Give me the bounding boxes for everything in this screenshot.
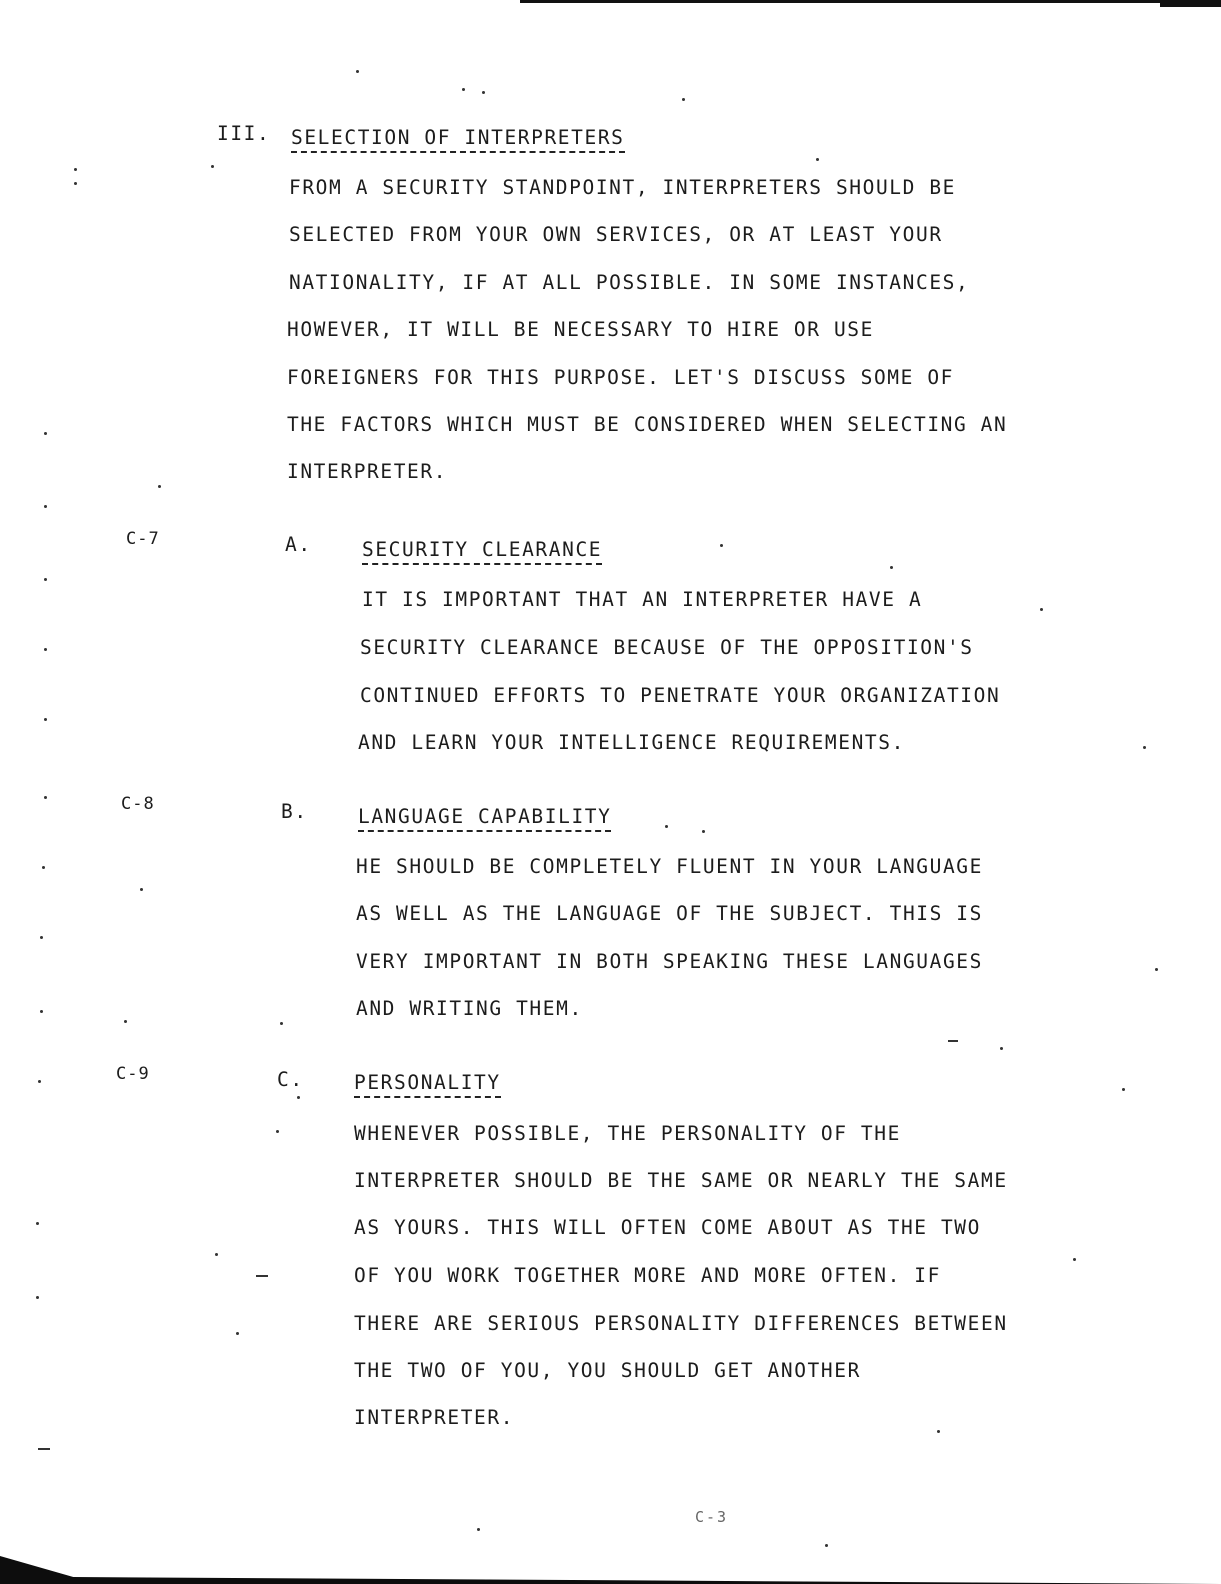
intro-line: INTERPRETER. — [287, 460, 448, 483]
body-line: THE TWO OF YOU, YOU SHOULD GET ANOTHER — [354, 1359, 861, 1382]
subsection-heading: SECURITY CLEARANCE — [362, 538, 602, 565]
scan-speck — [215, 1253, 218, 1256]
scan-speck — [276, 1130, 279, 1133]
scan-speck — [211, 165, 214, 168]
body-line: INTERPRETER. — [354, 1406, 515, 1429]
subsection-heading: LANGUAGE CAPABILITY — [358, 805, 611, 832]
margin-code: C-8 — [121, 794, 155, 814]
intro-line: NATIONALITY, IF AT ALL POSSIBLE. IN SOME INSTANCES, — [289, 271, 970, 294]
scan-speck — [44, 578, 47, 581]
scan-speck — [158, 485, 161, 488]
body-line: AND WRITING THEM. — [356, 997, 583, 1020]
body-line: VERY IMPORTANT IN BOTH SPEAKING THESE LANGUAGES — [356, 950, 983, 973]
section-number: III. — [217, 122, 271, 145]
scan-speck — [44, 718, 47, 721]
section-title: SELECTION OF INTERPRETERS — [291, 126, 625, 153]
intro-line: THE FACTORS WHICH MUST BE CONSIDERED WHEN SELECTING AN — [287, 413, 1008, 436]
body-line: AS WELL AS THE LANGUAGE OF THE SUBJECT. THIS IS — [356, 902, 983, 925]
scan-dash — [256, 1275, 268, 1277]
scan-speck — [1000, 1047, 1003, 1050]
scan-speck — [74, 168, 77, 171]
scan-speck — [36, 1296, 39, 1299]
margin-code: C-9 — [116, 1064, 150, 1084]
body-line: OF YOU WORK TOGETHER MORE AND MORE OFTEN. IF — [354, 1264, 941, 1287]
scan-speck — [40, 1010, 43, 1013]
scan-top-edge — [520, 0, 1221, 3]
scan-bottom-edge — [0, 1556, 1221, 1584]
scan-speck — [1143, 746, 1146, 749]
scan-speck — [140, 888, 143, 891]
scan-speck — [356, 70, 359, 73]
intro-line: HOWEVER, IT WILL BE NECESSARY TO HIRE OR USE — [287, 318, 874, 341]
scan-top-edge-mark — [1160, 0, 1221, 7]
body-line: HE SHOULD BE COMPLETELY FLUENT IN YOUR LANGUAGE — [356, 855, 983, 878]
scan-speck — [462, 88, 465, 91]
scan-speck — [38, 1080, 41, 1083]
scan-speck — [1122, 1088, 1125, 1091]
scan-dash — [948, 1040, 958, 1042]
scan-speck — [1073, 1258, 1076, 1261]
scan-speck — [1040, 608, 1043, 611]
subsection-letter: B. — [281, 800, 308, 823]
subsection-heading: PERSONALITY — [354, 1071, 501, 1098]
scan-speck — [477, 1528, 480, 1531]
margin-code: C-7 — [126, 529, 160, 549]
scan-speck — [702, 830, 705, 833]
body-line: THERE ARE SERIOUS PERSONALITY DIFFERENCES BETWEEN — [354, 1312, 1008, 1335]
scan-speck — [890, 566, 893, 569]
scan-speck — [682, 98, 685, 101]
scan-speck — [482, 91, 485, 94]
scan-speck — [825, 1544, 828, 1547]
scan-speck — [236, 1332, 239, 1335]
scan-speck — [280, 1022, 283, 1025]
body-line: SECURITY CLEARANCE BECAUSE OF THE OPPOSITION'S — [360, 636, 974, 659]
scan-speck — [937, 1430, 940, 1433]
scan-speck — [816, 158, 819, 161]
scan-speck — [297, 1096, 300, 1099]
body-line: CONTINUED EFFORTS TO PENETRATE YOUR ORGANIZATION — [360, 684, 1001, 707]
scan-speck — [36, 1222, 39, 1225]
scan-speck — [665, 825, 668, 828]
body-line: IT IS IMPORTANT THAT AN INTERPRETER HAVE A — [362, 588, 923, 611]
subsection-letter: C. — [277, 1068, 304, 1091]
body-line: WHENEVER POSSIBLE, THE PERSONALITY OF THE — [354, 1122, 901, 1145]
body-line: AND LEARN YOUR INTELLIGENCE REQUIREMENTS. — [358, 731, 905, 754]
intro-line: SELECTED FROM YOUR OWN SERVICES, OR AT LEAST YOUR — [289, 223, 943, 246]
intro-line: FROM A SECURITY STANDPOINT, INTERPRETERS SHOULD BE — [289, 176, 956, 199]
scan-speck — [720, 544, 723, 547]
intro-line: FOREIGNERS FOR THIS PURPOSE. LET'S DISCUSS SOME OF — [287, 366, 954, 389]
scan-speck — [124, 1020, 127, 1023]
scan-speck — [44, 796, 47, 799]
scan-speck — [40, 936, 43, 939]
subsection-letter: A. — [285, 533, 312, 556]
scan-speck — [44, 505, 47, 508]
body-line: INTERPRETER SHOULD BE THE SAME OR NEARLY THE SAME — [354, 1169, 1008, 1192]
scan-dash — [38, 1448, 50, 1450]
scan-speck — [74, 182, 77, 185]
scan-speck — [42, 866, 45, 869]
body-line: AS YOURS. THIS WILL OFTEN COME ABOUT AS THE TWO — [354, 1216, 981, 1239]
scan-speck — [44, 648, 47, 651]
scan-speck — [44, 432, 47, 435]
page-number: C-3 — [695, 1508, 729, 1526]
scan-speck — [1155, 968, 1158, 971]
